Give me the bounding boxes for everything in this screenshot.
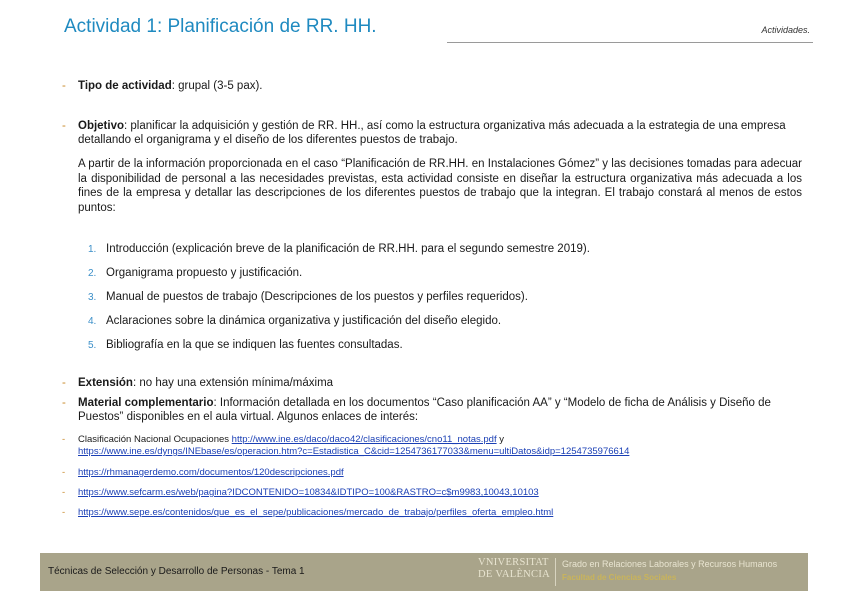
title-divider	[447, 42, 813, 43]
material-item	[62, 396, 771, 423]
objetivo-item	[62, 119, 786, 146]
ine-link[interactable]: https://www.ine.es/dyngs/INEbase/es/operacion.htm?c=Estadistica_C&cid=1254736177033&menu=ultiDatos&idp=1254735976614	[78, 446, 630, 457]
material-text: : Información detallada en los documentos “Caso planificación AA” y “Modelo de ficha de Análisis y Diseño de Puestos” disponibles en el aula virtual. Algunos enlaces de interés:	[78, 397, 771, 423]
bullet-dash: -	[62, 377, 66, 389]
sefcarm-link-item	[62, 487, 539, 499]
list-item	[88, 314, 590, 338]
objetivo-label: Objetivo	[78, 120, 125, 132]
extension-label: Extensión	[78, 377, 133, 389]
rh-link[interactable]: https://rhmanagerdemo.com/documentos/120descripciones.pdf	[78, 467, 344, 478]
bullet-dash: -	[62, 487, 66, 498]
bullet-dash: -	[62, 397, 66, 409]
point-number: 4.	[88, 316, 97, 327]
page-title: Actividad 1: Planificación de RR. HH.	[64, 16, 377, 37]
section-label: Actividades.	[761, 25, 810, 35]
extension-text: : no hay una extensión mínima/máxima	[132, 377, 334, 389]
extension-item	[62, 376, 334, 390]
univ-line2: DE VALÈNCIA	[478, 569, 551, 580]
course-title: Técnicas de Selección y Desarrollo de Personas - Tema 1	[48, 566, 305, 577]
sefcarm-link[interactable]: https://www.sefcarm.es/web/pagina?IDCONTENIDO=10834&IDTIPO=100&RASTRO=c$m9983,10043,10103	[78, 487, 539, 498]
tipo-label: Tipo de actividad	[78, 80, 172, 92]
point-text: Manual de puestos de trabajo (Descripciones de los puestos y perfiles requeridos).	[106, 291, 528, 303]
bullet-dash: -	[62, 80, 66, 92]
cno-prefix: Clasificación Nacional Ocupaciones	[78, 434, 232, 445]
sepe-link-item	[62, 507, 554, 519]
university-logo	[478, 557, 550, 581]
degree-name: Grado en Relaciones Laborales y Recursos Humanos	[562, 559, 778, 569]
points-list	[88, 242, 590, 362]
list-item	[88, 338, 590, 362]
point-number: 2.	[88, 268, 97, 279]
list-item	[88, 290, 590, 314]
sepe-link[interactable]: https://www.sepe.es/contenidos/que_es_el_sepe/publicaciones/mercado_de_trabajo/perfiles_oferta_empleo.html	[78, 507, 554, 518]
point-text: Bibliografía en la que se indiquen las fuentes consultadas.	[106, 339, 403, 351]
objetivo-text: : planificar la adquisición y gestión de RR. HH., así como la estructura organizativa más adecuada a la estrategia de una empresa detallando el organigrama y el diseño de los diferentes puestos de trabajo.	[78, 120, 786, 146]
point-text: Organigrama propuesto y justificación.	[106, 267, 303, 279]
tipo-text: : grupal (3-5 pax).	[171, 80, 263, 92]
point-text: Aclaraciones sobre la dinámica organizativa y justificación del diseño elegido.	[106, 315, 502, 327]
footer-divider	[555, 558, 556, 586]
faculty-name: Facultad de Ciencias Sociales	[562, 573, 677, 582]
univ-line1: VNIVERSITAT	[478, 557, 549, 568]
cno-link-item	[62, 434, 630, 457]
bullet-dash: -	[62, 507, 66, 518]
point-number: 3.	[88, 292, 97, 303]
point-number: 1.	[88, 244, 97, 255]
list-item	[88, 266, 590, 290]
list-item	[88, 242, 590, 266]
intro-paragraph: A partir de la información proporcionada en el caso “Planificación de RR.HH. en Instalaciones Gómez” y las decisiones tomadas para adecuar la disponibilidad de personal a las necesidades previstas, esta actividad consiste en diseñar la estructura organizativa más adecuada a los fines de la empresa y detallar las descripciones de los diferentes puestos de trabajo que la integran. El trabajo constará al menos de estos puntos:	[78, 158, 802, 214]
point-text: Introducción (explicación breve de la planificación de RR.HH. para el segundo semestre 2019).	[106, 243, 590, 255]
point-number: 5.	[88, 340, 97, 351]
footer-bar	[40, 553, 808, 591]
tipo-actividad-item	[62, 79, 263, 93]
bullet-dash: -	[62, 467, 66, 478]
material-label: Material complementario	[78, 397, 214, 409]
cno-suffix: y	[496, 434, 504, 445]
cno-link[interactable]: http://www.ine.es/daco/daco42/clasificaciones/cno11_notas.pdf	[231, 434, 497, 445]
bullet-dash: -	[62, 120, 66, 132]
rh-link-item	[62, 467, 344, 479]
bullet-dash: -	[62, 434, 66, 445]
